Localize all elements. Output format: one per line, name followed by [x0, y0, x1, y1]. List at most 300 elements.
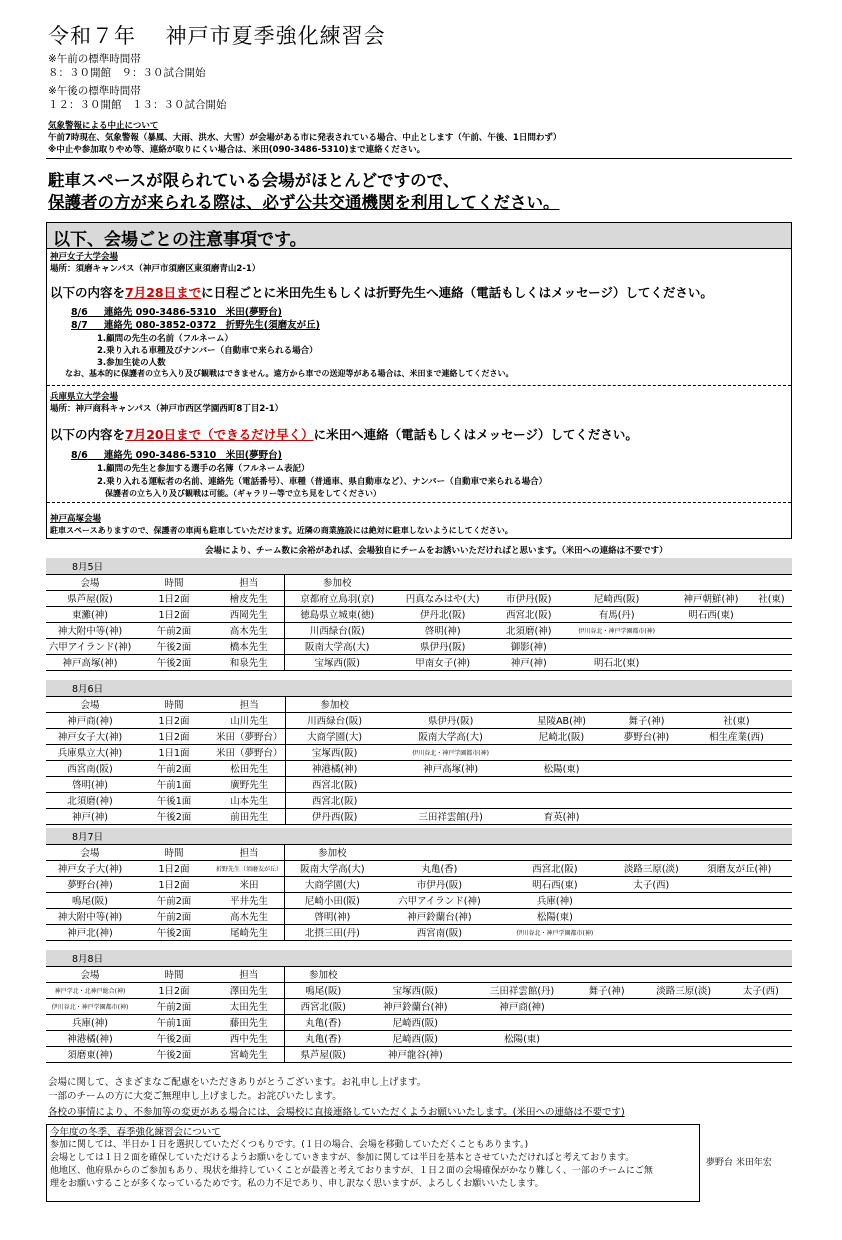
- signature: 夢野台 米田年宏: [706, 1158, 772, 1168]
- school-cell: 星陵AB(神): [518, 712, 606, 728]
- time-cell: 午前2面: [134, 622, 214, 638]
- school-cell: 西宮南(阪): [380, 924, 500, 940]
- school-cell: [692, 876, 786, 892]
- column-header-blank: [495, 574, 562, 590]
- school-cell: 有馬(丹): [562, 606, 671, 622]
- venue-section-header: 以下、会場ごとの注意事項です。: [46, 222, 792, 249]
- school-cell: [786, 924, 792, 940]
- column-header-blank: [499, 844, 610, 860]
- school-cell: [518, 792, 606, 808]
- kobe-joshi-instruction: [50, 283, 713, 301]
- venue-cell: 六甲アイランド(神): [46, 638, 134, 654]
- school-cell: 宝塚西(阪): [285, 744, 384, 760]
- venue-divider-2: [47, 502, 791, 503]
- school-cell: 伊丹北(阪): [390, 606, 495, 622]
- school-cell: [751, 606, 792, 622]
- hyogo-deadline: 7月20日まで（できるだけ早く）: [125, 427, 314, 442]
- school-cell: 伊川谷北・神戸学園都市(神): [562, 622, 671, 638]
- school-cell: [730, 998, 792, 1014]
- school-cell: [671, 654, 751, 670]
- school-cell: [785, 808, 792, 824]
- schedule-row: [46, 606, 792, 622]
- school-cell: 丸亀(香): [380, 860, 500, 876]
- takatsuka-note: 駐車スペースありますので、保護者の車両も駐車していただけます。近隣の商業施設には絶対に駐車しないようにしてください。: [50, 526, 513, 535]
- column-header-blank: [390, 574, 495, 590]
- school-cell: [605, 808, 687, 824]
- school-cell: 太子(西): [730, 982, 792, 998]
- school-cell: 舞子(神): [605, 712, 687, 728]
- teacher-cell: 太田先生: [214, 998, 284, 1014]
- school-cell: [751, 622, 792, 638]
- teacher-cell: 米田: [214, 876, 285, 892]
- time-cell: 1日2面: [134, 590, 214, 606]
- schedule-row: [46, 622, 792, 638]
- school-cell: 県芦屋(阪): [284, 1046, 362, 1062]
- schedule-row: [46, 1046, 792, 1062]
- school-cell: 太子(西): [611, 876, 692, 892]
- day-header-row: [46, 950, 792, 966]
- column-header-time: 時間: [134, 844, 214, 860]
- column-header-row: [46, 696, 792, 712]
- school-cell: [605, 744, 687, 760]
- school-cell: 神戸鈴蘭台(神): [362, 998, 469, 1014]
- school-cell: [671, 638, 751, 654]
- time-cell: 1日2面: [134, 860, 214, 876]
- school-cell: 阪南大学高(大): [384, 728, 518, 744]
- school-cell: [692, 892, 786, 908]
- hyogo-instruction-post: に米田へ連絡（電話もしくはメッセージ）してください。: [313, 427, 638, 442]
- column-header-venue: 会場: [46, 696, 134, 712]
- venue-cell: 神戸(神): [46, 808, 134, 824]
- school-cell: [688, 792, 786, 808]
- column-header-blank: [785, 696, 792, 712]
- school-cell: 六甲アイランド(神): [380, 892, 500, 908]
- am-time-label: ※午前の標準時間帯: [48, 53, 141, 65]
- column-header-blank: [786, 844, 792, 860]
- am-time-value: ８：３０開館 ９：３０試合開始: [48, 67, 206, 79]
- day-label: 8月7日: [46, 828, 792, 844]
- school-cell: 京都府立鳥羽(京): [284, 590, 390, 606]
- school-cell: [751, 638, 792, 654]
- school-cell: [638, 1046, 730, 1062]
- school-cell: 舞子(神): [575, 982, 637, 998]
- school-cell: [518, 776, 606, 792]
- column-header-time: 時間: [134, 966, 214, 982]
- time-cell: 午後2面: [134, 1046, 214, 1062]
- teacher-cell: 米田（夢野台）: [214, 728, 285, 744]
- column-header-venue: 会場: [46, 966, 134, 982]
- school-cell: 神戸龍谷(神): [362, 1046, 469, 1062]
- column-header-schools: 参加校: [284, 574, 390, 590]
- teacher-cell: 高木先生: [214, 622, 284, 638]
- school-cell: [611, 924, 692, 940]
- school-cell: 育英(神): [518, 808, 606, 824]
- school-cell: [611, 908, 692, 924]
- school-cell: 甲南女子(神): [390, 654, 495, 670]
- kobe-joshi-instruction-post: に日程ごとに米田先生もしくは折野先生へ連絡（電話もしくはメッセージ）してください。: [201, 285, 713, 300]
- kobe-joshi-note: なお、基本的に保護者の立ち入り及び観戦はできません。遠方から車での送迎等がある場合は、米田まで連絡してください。: [65, 369, 514, 378]
- hyogo-item-3: 保護者の立ち入り及び観戦は可能。（ギャラリー等で立ち見をしてください）: [97, 489, 381, 498]
- schedule-row: [46, 908, 792, 924]
- school-cell: 県伊丹(阪): [390, 638, 495, 654]
- venue-cell: 夢野台(神): [46, 876, 134, 892]
- schedule-row: [46, 1014, 792, 1030]
- school-cell: 三田祥雲館(丹): [384, 808, 518, 824]
- school-cell: [384, 776, 518, 792]
- kobe-joshi-instruction-pre: 以下の内容を: [50, 285, 126, 300]
- venue-cell: 神戸高塚(神): [46, 654, 134, 670]
- schedule-row: [46, 776, 792, 792]
- time-cell: 1日2面: [134, 728, 214, 744]
- venue-cell: 県芦屋(阪): [46, 590, 134, 606]
- pm-time-value: １２：３０開館 １３：３０試合開始: [48, 99, 227, 111]
- school-cell: [605, 792, 687, 808]
- school-cell: 松陽(東): [469, 1030, 576, 1046]
- school-cell: [785, 744, 792, 760]
- future-notice-line1: 参加に関しては、半日か１日を選択していただくつもりです。(１日の場合、会場を移動していただくこともあります。): [50, 1140, 529, 1150]
- school-cell: 伊丹西(阪): [285, 808, 384, 824]
- kobe-joshi-deadline: 7月28日まで: [125, 285, 202, 300]
- kobe-joshi-contact-1-text: 連絡先 090-3486-5310 米田(夢野台): [103, 307, 282, 318]
- schedule-table-day1: [46, 558, 792, 671]
- teacher-cell: 山本先生: [214, 792, 285, 808]
- school-cell: [692, 924, 786, 940]
- column-header-blank: [671, 574, 751, 590]
- column-header-row: [46, 844, 792, 860]
- page-title: 令和７年 神戸市夏季強化練習会: [48, 24, 386, 48]
- schedule-row: [46, 590, 792, 606]
- school-cell: 川西緑台(阪): [284, 622, 390, 638]
- school-cell: [692, 908, 786, 924]
- kobe-joshi-contact-2-date: 8/7: [71, 320, 88, 331]
- school-cell: [785, 712, 792, 728]
- venue-cell: 神戸女子大(神): [46, 860, 134, 876]
- schedule-row: [46, 808, 792, 824]
- school-cell: 神港橘(神): [285, 760, 384, 776]
- future-notice-line2: 会場としては１日２面を確保していただけるようお願いをしていきますが、参加に関しては半日を基本とさせていただければと考えております。: [50, 1153, 635, 1163]
- column-header-teacher: 担当: [214, 844, 285, 860]
- column-header-blank: [605, 696, 687, 712]
- venue-cell: 西宮南(阪): [46, 760, 134, 776]
- schedule-row: [46, 638, 792, 654]
- schedule-row: [46, 760, 792, 776]
- weather-line1: 午前7時現在、気象警報（暴風、大雨、洪水、大雪）が会場がある市に発表されている場合、中止とします（午前、午後、1日問わず）: [48, 133, 562, 143]
- schedule-row: [46, 1030, 792, 1046]
- time-cell: 午後2面: [134, 924, 214, 940]
- school-cell: [638, 998, 730, 1014]
- school-cell: [384, 792, 518, 808]
- hyogo-address: 場所：神戸商科キャンパス（神戸市西区学園西町8丁目2-1）: [50, 404, 284, 414]
- venue-cell: 伊川谷北・神戸学園都市(神): [46, 998, 134, 1014]
- school-cell: 市伊丹(阪): [380, 876, 500, 892]
- weather-line2: ※中止や参加取りやめ等、連絡が取りにくい場合は、米田(090-3486-5310)まで連絡ください。: [48, 145, 426, 155]
- school-cell: [688, 776, 786, 792]
- takatsuka-venue-title: 神戸高塚会場: [50, 514, 102, 524]
- school-cell: [785, 760, 792, 776]
- kobe-joshi-contact-1: [71, 307, 282, 319]
- column-header-venue: 会場: [46, 844, 134, 860]
- venue-cell: 神大附中等(神): [46, 908, 134, 924]
- school-cell: 西宮北(阪): [495, 606, 562, 622]
- teacher-cell: 高木先生: [214, 908, 285, 924]
- column-header-blank: [362, 966, 469, 982]
- school-cell: 神戸朝鮮(神): [671, 590, 751, 606]
- teacher-cell: 松田先生: [214, 760, 285, 776]
- school-cell: 西宮北(阪): [284, 998, 362, 1014]
- school-cell: 伊川谷北・神戸学園都市(神): [384, 744, 518, 760]
- school-cell: 北摂三田(丹): [285, 924, 380, 940]
- school-cell: [730, 1030, 792, 1046]
- schedule-row: [46, 876, 792, 892]
- hyogo-contact-1: [71, 450, 282, 462]
- school-cell: 尼崎小田(阪): [285, 892, 380, 908]
- school-cell: 大商学園(大): [285, 876, 380, 892]
- time-cell: 1日2面: [134, 606, 214, 622]
- school-cell: 明石北(東): [562, 654, 671, 670]
- kobe-joshi-contact-2-text: 連絡先 080-3852-0372 折野先生(須磨友が丘): [103, 320, 320, 331]
- teacher-cell: 宮崎先生: [214, 1046, 284, 1062]
- schedule-row: [46, 998, 792, 1014]
- time-cell: 1日2面: [134, 982, 214, 998]
- column-header-blank: [611, 844, 692, 860]
- column-header-blank: [688, 696, 786, 712]
- future-notice-box: [46, 1124, 700, 1202]
- schedule-row: [46, 924, 792, 940]
- hyogo-instruction-pre: 以下の内容を: [50, 427, 126, 442]
- school-cell: 県伊丹(阪): [384, 712, 518, 728]
- school-cell: [469, 1046, 576, 1062]
- school-cell: [671, 622, 751, 638]
- column-header-blank: [469, 966, 576, 982]
- school-cell: [518, 744, 606, 760]
- school-cell: [786, 892, 792, 908]
- venue-cell: 神大附中等(神): [46, 622, 134, 638]
- venue-cell: 神戸北(神): [46, 924, 134, 940]
- schedule-row: [46, 744, 792, 760]
- teacher-cell: 折野先生（須磨友が丘）: [214, 860, 285, 876]
- school-cell: [688, 760, 786, 776]
- hyogo-item-1: 1.顧問の先生と参加する選手の名簿（フルネーム表記）: [97, 464, 310, 474]
- weather-title: 気象警報による中止について: [48, 121, 159, 131]
- time-cell: 午前2面: [134, 892, 214, 908]
- school-cell: 三田祥雲館(丹): [469, 982, 576, 998]
- venue-cell: 北須磨(神): [46, 792, 134, 808]
- school-cell: 西宮北(阪): [285, 792, 384, 808]
- school-cell: [688, 808, 786, 824]
- school-cell: 丸亀(香): [284, 1014, 362, 1030]
- time-cell: 1日2面: [134, 712, 214, 728]
- venue-cell: 東灘(神): [46, 606, 134, 622]
- school-cell: 松陽(東): [499, 908, 610, 924]
- school-cell: 松陽(東): [518, 760, 606, 776]
- school-cell: 尼崎北(阪): [518, 728, 606, 744]
- column-header-blank: [518, 696, 606, 712]
- school-cell: 円真なみはや(大): [390, 590, 495, 606]
- column-header-teacher: 担当: [214, 574, 284, 590]
- school-cell: 明石西(東): [671, 606, 751, 622]
- school-cell: 社(東): [688, 712, 786, 728]
- schedule-table-day4: [46, 950, 792, 1063]
- weather-divider: [46, 158, 792, 159]
- hyogo-venue-title: 兵庫県立大学会場: [50, 392, 119, 402]
- column-header-blank: [575, 966, 637, 982]
- parking-notice: [48, 170, 560, 214]
- kobe-joshi-address: 場所：須磨キャンパス（神戸市須磨区東須磨青山2-1）: [50, 264, 261, 274]
- day-label: 8月5日: [46, 558, 792, 574]
- school-cell: 西宮北(阪): [285, 776, 384, 792]
- school-cell: [638, 1014, 730, 1030]
- school-cell: [575, 1030, 637, 1046]
- school-cell: 大商学園(大): [285, 728, 384, 744]
- column-header-time: 時間: [134, 696, 214, 712]
- time-cell: 午前2面: [134, 760, 214, 776]
- school-cell: 北須磨(神): [495, 622, 562, 638]
- teacher-cell: 西岡先生: [214, 606, 284, 622]
- school-cell: 兵庫(神): [499, 892, 610, 908]
- venue-cell: 神戸学北・北神戸総合(神): [46, 982, 134, 998]
- school-cell: 神戸高塚(神): [384, 760, 518, 776]
- schedule-row: [46, 792, 792, 808]
- schedule-table-day3: [46, 828, 792, 941]
- time-cell: 午後2面: [134, 654, 214, 670]
- school-cell: [469, 1014, 576, 1030]
- thanks-line3: 各校の事情により、不参加等の変更がある場合には、会場校に直接連絡していただくようお願いいたします。(米田への連絡は不要です): [48, 1107, 625, 1118]
- schedule-row: [46, 654, 792, 670]
- time-cell: 午前1面: [134, 776, 214, 792]
- thanks-line1: 会場に関して、さまざまなご配慮をいただきありがとうございます。お礼申し上げます。: [48, 1077, 427, 1088]
- school-cell: [638, 1030, 730, 1046]
- school-cell: 宝塚西(阪): [362, 982, 469, 998]
- teacher-cell: 澤田先生: [214, 982, 284, 998]
- time-cell: 午前2面: [134, 908, 214, 924]
- column-header-teacher: 担当: [214, 966, 284, 982]
- column-header-time: 時間: [134, 574, 214, 590]
- day-header-row: [46, 558, 792, 574]
- school-cell: 淡路三原(淡): [638, 982, 730, 998]
- pm-time-label: ※午後の標準時間帯: [48, 85, 141, 97]
- schedule-row: [46, 860, 792, 876]
- venue-cell: 兵庫県立大(神): [46, 744, 134, 760]
- school-cell: 西宮北(阪): [499, 860, 610, 876]
- column-header-row: [46, 574, 792, 590]
- school-cell: [605, 776, 687, 792]
- column-header-row: [46, 966, 792, 982]
- school-cell: 市伊丹(阪): [495, 590, 562, 606]
- school-cell: 宝塚西(阪): [284, 654, 390, 670]
- teacher-cell: 米田（夢野台）: [214, 744, 285, 760]
- school-cell: [751, 654, 792, 670]
- school-cell: 啓明(神): [285, 908, 380, 924]
- school-cell: 丸亀(香): [284, 1030, 362, 1046]
- school-cell: [785, 728, 792, 744]
- column-header-blank: [380, 844, 500, 860]
- time-cell: 1日2面: [134, 876, 214, 892]
- thanks-line2: 一部のチームの方に大変ご無理申し上げました。お詫びいたします。: [48, 1091, 342, 1102]
- hyogo-contact-1-date: 8/6: [71, 450, 88, 461]
- school-cell: [786, 860, 792, 876]
- column-header-blank: [730, 966, 792, 982]
- hyogo-instruction: [50, 425, 638, 443]
- future-notice-title: 今年度の冬季、春季強化練習会について: [50, 1127, 221, 1138]
- school-cell: 徳島県立城東(徳): [284, 606, 390, 622]
- schedule-note: 会場により、チーム数に余裕があれば、会場独自にチームをお誘いいただければと思います。（米田への連絡は不要です）: [205, 546, 668, 556]
- day-label: 8月8日: [46, 950, 792, 966]
- school-cell: 相生産業(西): [688, 728, 786, 744]
- teacher-cell: 檜皮先生: [214, 590, 284, 606]
- teacher-cell: 廣野先生: [214, 776, 285, 792]
- venue-divider-1: [47, 385, 791, 386]
- teacher-cell: 尾崎先生: [214, 924, 285, 940]
- schedule-row: [46, 892, 792, 908]
- venue-cell: 啓明(神): [46, 776, 134, 792]
- school-cell: 御影(神): [495, 638, 562, 654]
- time-cell: 午前1面: [134, 1014, 214, 1030]
- school-cell: [785, 792, 792, 808]
- school-cell: 尼崎西(阪): [362, 1014, 469, 1030]
- teacher-cell: 前田先生: [214, 808, 285, 824]
- school-cell: 神戸(神): [495, 654, 562, 670]
- school-cell: [730, 1046, 792, 1062]
- school-cell: [575, 1014, 637, 1030]
- school-cell: [611, 892, 692, 908]
- school-cell: 啓明(神): [390, 622, 495, 638]
- column-header-teacher: 担当: [214, 696, 285, 712]
- column-header-blank: [562, 574, 671, 590]
- school-cell: 神戸鈴蘭台(神): [380, 908, 500, 924]
- school-cell: [575, 1046, 637, 1062]
- column-header-blank: [384, 696, 518, 712]
- teacher-cell: 山川先生: [214, 712, 285, 728]
- school-cell: 阪南大学高(大): [285, 860, 380, 876]
- kobe-joshi-item-3: 3.参加生徒の人数: [97, 358, 166, 368]
- teacher-cell: 和泉先生: [214, 654, 284, 670]
- school-cell: 淡路三原(淡): [611, 860, 692, 876]
- time-cell: 午後2面: [134, 808, 214, 824]
- teacher-cell: 西中先生: [214, 1030, 284, 1046]
- school-cell: 川西緑台(阪): [285, 712, 384, 728]
- column-header-blank: [751, 574, 792, 590]
- kobe-joshi-contact-1-date: 8/6: [71, 307, 88, 318]
- time-cell: 午前2面: [134, 998, 214, 1014]
- venue-cell: 神港橘(神): [46, 1030, 134, 1046]
- kobe-joshi-venue-title: 神戸女子大学会場: [50, 252, 119, 262]
- school-cell: 尼崎西(阪): [362, 1030, 469, 1046]
- future-notice-line4: 理をお願いすることが多くなっているためです。私の力不足であり、申し訳なく思いますが、よろしくお願いいたします。: [50, 1179, 544, 1189]
- school-cell: [786, 876, 792, 892]
- column-header-blank: [692, 844, 786, 860]
- teacher-cell: 平井先生: [214, 892, 285, 908]
- school-cell: 鳴尾(阪): [284, 982, 362, 998]
- kobe-joshi-contact-2: [71, 320, 320, 332]
- school-cell: 明石西(東): [499, 876, 610, 892]
- schedule-row: [46, 712, 792, 728]
- venue-cell: 鳴尾(阪): [46, 892, 134, 908]
- schedule-table-day2: [46, 680, 792, 825]
- time-cell: 午後1面: [134, 792, 214, 808]
- school-cell: 尼崎西(阪): [562, 590, 671, 606]
- venue-cell: 須磨東(神): [46, 1046, 134, 1062]
- school-cell: 夢野台(神): [605, 728, 687, 744]
- school-cell: [786, 908, 792, 924]
- school-cell: [730, 1014, 792, 1030]
- hyogo-contact-1-text: 連絡先 090-3486-5310 米田(夢野台): [103, 450, 282, 461]
- teacher-cell: 橋本先生: [214, 638, 284, 654]
- kobe-joshi-item-2: 2.乗り入れる車種及びナンバー（自動車で来られる場合）: [97, 346, 318, 356]
- hyogo-item-2: 2.乗り入れる運転者の名前、連絡先（電話番号）、車種（普通車、県自動車など）、ナンバー（自動車で来られる場合）: [97, 477, 548, 487]
- column-header-venue: 会場: [46, 574, 134, 590]
- schedule-row: [46, 728, 792, 744]
- school-cell: 阪南大学高(大): [284, 638, 390, 654]
